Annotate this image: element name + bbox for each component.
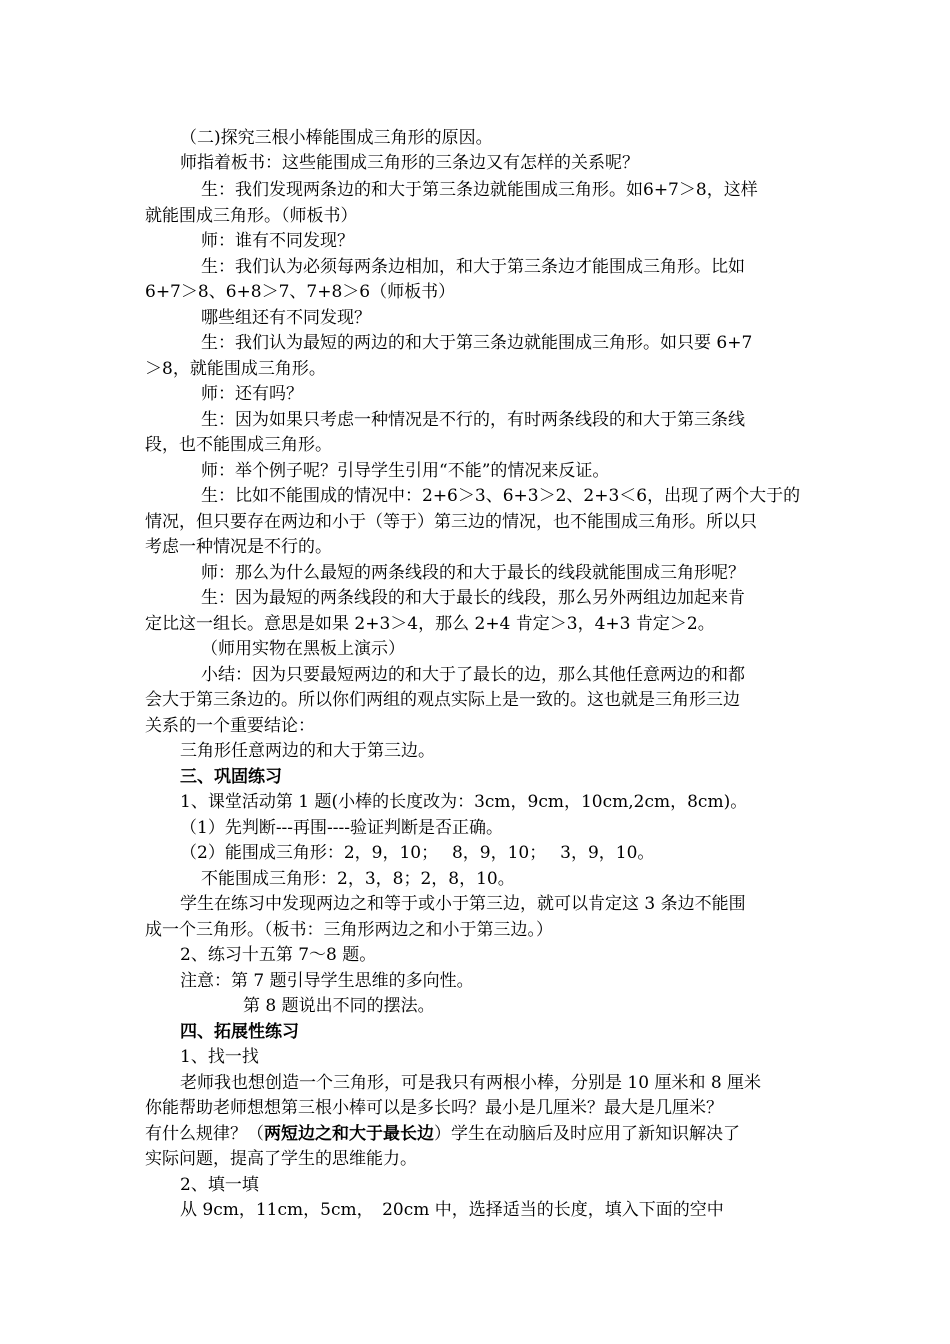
text-line: 生：我们发现两条边的和大于第三条边就能围成三角形。如6+7＞8，这样 [201,180,758,200]
text-line-with-emphasis [145,1121,740,1147]
text-line: 师：谁有不同发现？ [201,231,354,251]
text-line: 关系的一个重要结论： [145,716,315,736]
text-line: 成一个三角形。（板书：三角形两边之和小于第三边。） [145,920,553,940]
text-segment: 有什么规律？（ [145,1124,264,1144]
text-line: （师用实物在黑板上演示） [201,639,405,659]
text-line: 生：我们认为必须每两条边相加，和大于第三条边才能围成三角形。比如 [201,257,745,277]
text-line: 从 9cm，11cm，5cm， 20cm 中，选择适当的长度，填入下面的空中 [180,1200,724,1220]
text-line: 就能围成三角形。（师板书） [145,206,358,226]
text-line: 2、练习十五第 7～8 题。 [180,945,377,965]
text-line: 注意：第 7 题引导学生思维的多向性。 [180,971,474,991]
text-line: 2、填一填 [180,1175,259,1195]
emphasis-rule: 两短边之和大于最长边 [264,1124,434,1144]
text-line: 6+7＞8、6+8＞7、7+8＞6（师板书） [145,282,456,302]
text-line: 1、找一找 [180,1047,259,1067]
text-line: 小结：因为只要最短两边的和大于了最长的边，那么其他任意两边的和都 [201,665,745,685]
text-line: 1、课堂活动第 1 题(小棒的长度改为：3cm，9cm，10cm,2cm，8cm)。 [180,792,748,812]
conclusion-line: 三角形任意两边的和大于第三边。 [180,741,435,761]
text-line: 实际问题，提高了学生的思维能力。 [145,1149,417,1169]
text-line: 师：举个例子呢？引导学生引用“不能”的情况来反证。 [201,461,610,481]
text-line: （2）能围成三角形：2，9，10； 8，9，10； 3，9，10。 [180,843,655,863]
text-line: 段，也不能围成三角形。 [145,435,332,455]
text-line: 情况，但只要存在两边和小于（等于）第三边的情况，也不能围成三角形。所以只 [145,512,757,532]
text-line: 生：因为如果只考虑一种情况是不行的，有时两条线段的和大于第三条线 [201,410,745,430]
text-segment: ）学生在动脑后及时应用了新知识解决了 [434,1124,740,1144]
section-heading-extension: 四、拓展性练习 [180,1022,299,1042]
text-line: 哪些组还有不同发现？ [201,308,371,328]
text-line: 不能围成三角形：2，3，8；2，8，10。 [201,869,515,889]
text-line: 生：比如不能围成的情况中：2+6＞3、6+3＞2、2+3＜6，出现了两个大于的 [201,486,801,506]
text-line: 会大于第三条边的。所以你们两组的观点实际上是一致的。这也就是三角形三边 [145,690,740,710]
section-heading-practice: 三、巩固练习 [180,767,282,787]
text-line: 考虑一种情况是不行的。 [145,537,332,557]
text-line: 定比这一组长。意思是如果 2+3＞4，那么 2+4 肯定＞3，4+3 肯定＞2。 [145,614,715,634]
text-line: 师：那么为什么最短的两条线段的和大于最长的线段就能围成三角形呢？ [201,563,745,583]
text-line: ＞8，就能围成三角形。 [145,359,326,379]
text-line: 师指着板书：这些能围成三角形的三条边又有怎样的关系呢？ [180,153,639,173]
text-line: （1）先判断---再围----验证判断是否正确。 [180,818,504,838]
text-line: 生：因为最短的两条线段的和大于最长的线段，那么另外两组边加起来肯 [201,588,745,608]
text-line: 师：还有吗？ [201,384,303,404]
section-heading-explore: （二)探究三根小棒能围成三角形的原因。 [180,128,493,148]
text-line: 生：我们认为最短的两边的和大于第三条边就能围成三角形。如只要 6+7 [201,333,753,353]
text-line: 第 8 题说出不同的摆法。 [243,996,435,1016]
text-line: 学生在练习中发现两边之和等于或小于第三边，就可以肯定这 3 条边不能围 [180,894,746,914]
text-line: 老师我也想创造一个三角形，可是我只有两根小棒，分别是 10 厘米和 8 厘米 [180,1073,762,1093]
text-line: 你能帮助老师想想第三根小棒可以是多长吗？最小是几厘米？最大是几厘米？ [145,1098,723,1118]
